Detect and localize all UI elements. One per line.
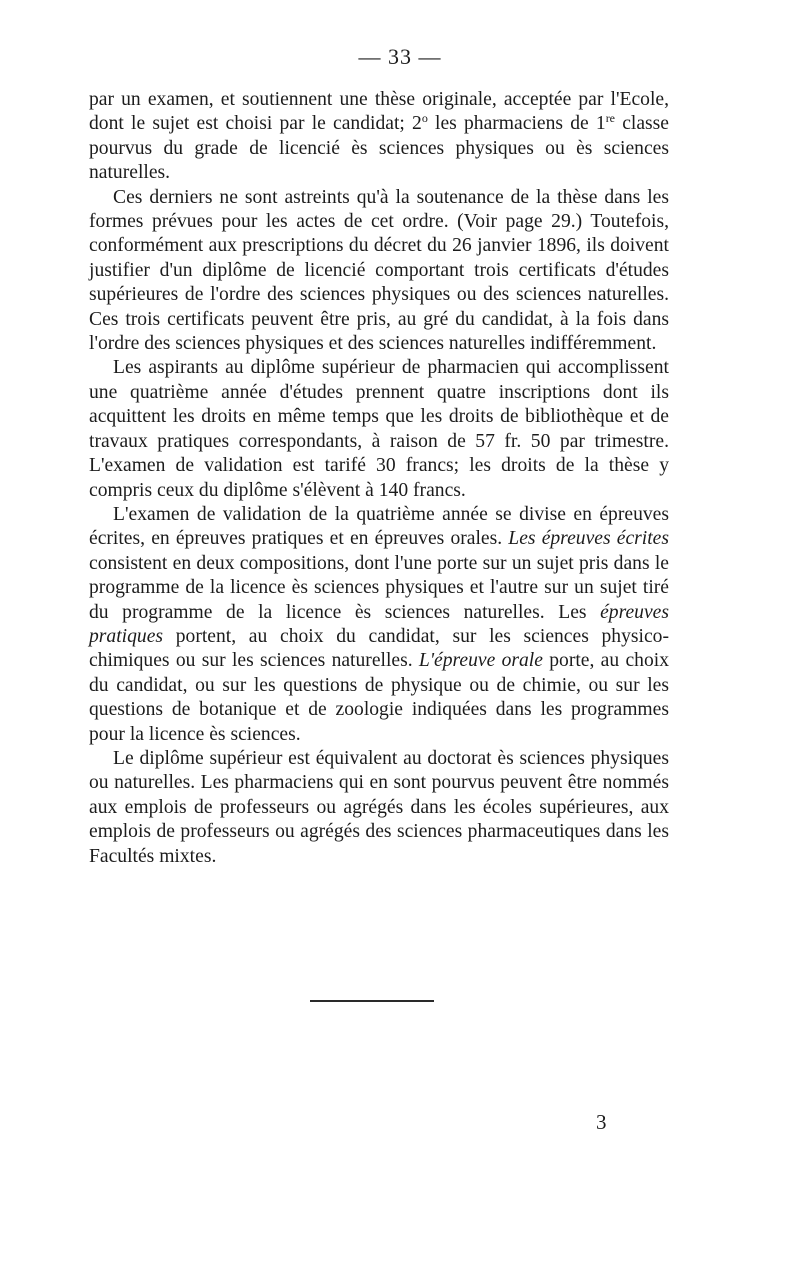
page-number-header: — 33 — [358,44,442,69]
paragraph-3: Les aspirants au diplôme supérieur de pharmacien qui accomplissent une quatrième année d'études prennent quatre inscriptions dont ils acquittent les droits en même temps que les droits de bibliothèque et de travaux pratiques correspondants, à raison de 57 fr. 50 par trimestre. L'examen de validation est tarifé 30 francs; les droits de la thèse y compris ceux du diplôme s'élèvent à 140 francs. [89,357,669,501]
body-text [89,88,669,869]
superscript-ordinal-re: re [605,111,616,126]
section-separator-rule [310,1000,434,1002]
paragraph-5: Le diplôme supérieur est équivalent au doctorat ès sciences physiques ou naturelles. Les pharmaciens qui en sont pourvus peuvent être nommés aux emplois de professeurs ou agrégés dans les écoles supérieures, aux emplois de professeurs ou agrégés des sciences pharmaceutiques dans les Facultés mixtes. [89,747,669,867]
paragraph-1-text-a: par un examen, et soutiennent une thèse originale, acceptée par l'Ecole, dont le sujet est choisi par le candidat; 2 [89,89,669,135]
paragraph-1-text-c: classe pourvus du grade de licencié ès sciences physiques ou ès sciences naturelles. [89,113,669,184]
paragraph-4-text-b: consistent en deux compositions, dont l'une porte sur un sujet pris dans le programme de la licence ès sciences physiques et l'autre sur un sujet tiré du programme de la licence ès sciences naturelles. Les [89,552,669,623]
paragraph-1 [89,88,669,186]
paragraph-4-text-a: L'examen de validation de la quatrième année se divise en épreuves écrites, en épreuves pratiques et en épreuves orales. [89,503,669,550]
paragraph-1-text-b: les pharmaciens de 1 [427,113,606,135]
emphasis-epreuves-ecrites: Les épreuves écrites [508,528,669,550]
paragraph-4-text-d: porte, au choix du candidat, ou sur les questions de physique ou de chimie, ou sur les questions de botanique et de zoologie indiquées dans les programmes pour la licence ès sciences. [89,650,669,745]
signature-mark: 3 [596,1110,607,1134]
emphasis-epreuves-pratiques: épreuves pratiques [89,601,669,647]
emphasis-epreuve-orale: L'épreuve orale [418,650,543,672]
superscript-ordinal-o: o [421,111,428,126]
paragraph-4-text-c: portent, au choix du candidat, sur les sciences physico-chimiques ou sur les sciences naturelles. [89,625,669,672]
paragraph-4 [89,503,669,747]
paragraph-2: Ces derniers ne sont astreints qu'à la soutenance de la thèse dans les formes prévues pour les actes de cet ordre. (Voir page 29.) Toutefois, conformément aux prescriptions du décret du 26 janvier 1896, ils doivent justifier d'un diplôme de licencié comportant trois certificats d'études supérieures de l'ordre des sciences physiques ou des sciences naturelles. Ces trois certificats peuvent être pris, au gré du candidat, à la fois dans l'ordre des sciences physiques et des sciences naturelles indifféremment. [89,186,669,355]
